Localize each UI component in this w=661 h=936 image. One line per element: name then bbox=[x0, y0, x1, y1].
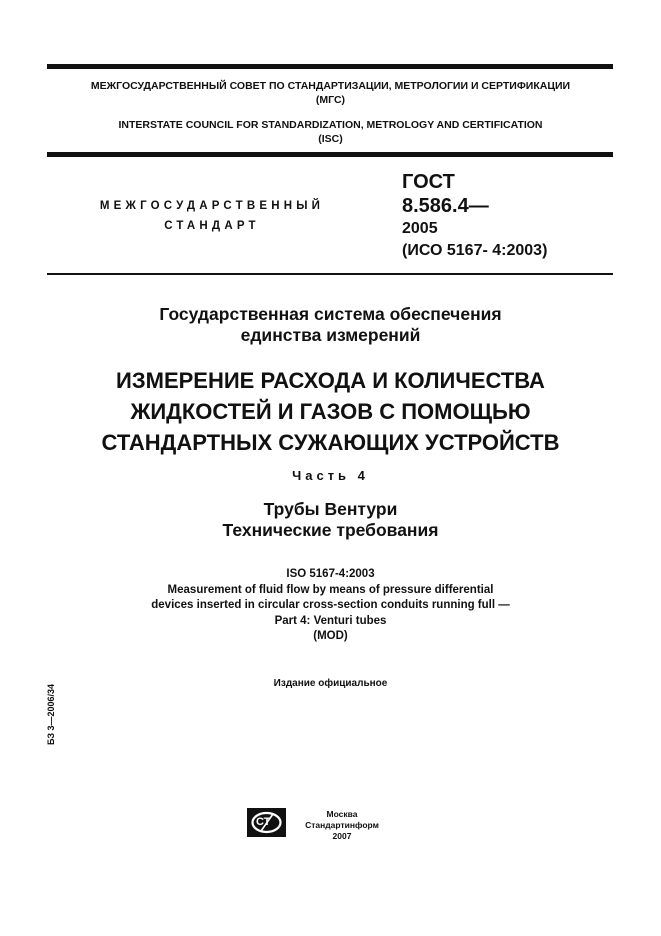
gost-number: 8.586.4— bbox=[402, 195, 489, 217]
standard-type-line2: СТАНДАРТ bbox=[164, 220, 260, 232]
part-title-line2: Технические требования bbox=[222, 520, 439, 540]
main-title-line3: СТАНДАРТНЫХ СУЖАЮЩИХ УСТРОЙСТВ bbox=[101, 430, 560, 455]
publisher-info bbox=[292, 809, 392, 842]
edition-label: Издание официальное bbox=[273, 678, 388, 689]
iso-line1: ISO 5167-4:2003 bbox=[286, 568, 375, 580]
publisher-name: Стандартинформ bbox=[305, 820, 379, 830]
system-title-line1: Государственная система обеспечения bbox=[159, 304, 502, 324]
top-rule bbox=[47, 64, 613, 69]
system-title-line2: единства измерений bbox=[240, 325, 421, 345]
publisher-logo bbox=[247, 808, 286, 837]
standard-type-line1: МЕЖГОСУДАРСТВЕННЫЙ bbox=[99, 200, 325, 212]
iso-line2: Measurement of fluid flow by means of pressure differential bbox=[167, 583, 494, 596]
council-en-line2: (ISC) bbox=[318, 133, 343, 145]
standard-type bbox=[82, 196, 342, 236]
main-title-line1: ИЗМЕРЕНИЕ РАСХОДА И КОЛИЧЕСТВА bbox=[116, 368, 545, 393]
main-title-line2: ЖИДКОСТЕЙ И ГАЗОВ С ПОМОЩЬЮ bbox=[130, 399, 531, 424]
publisher-logo-text: СТ bbox=[256, 816, 271, 828]
gost-designation bbox=[402, 170, 547, 262]
designation-rule bbox=[47, 273, 613, 275]
gost-iso-ref: (ИСО 5167- 4:2003) bbox=[402, 242, 548, 259]
side-note: БЗ 3—2006/34 bbox=[46, 683, 56, 745]
main-title bbox=[0, 365, 661, 458]
iso-line5: (MOD) bbox=[313, 630, 348, 642]
part-number: Часть 4 bbox=[292, 468, 369, 483]
gost-label: ГОСТ bbox=[402, 171, 455, 193]
council-ru bbox=[0, 79, 661, 107]
iso-line4: Part 4: Venturi tubes bbox=[274, 614, 387, 627]
part-title bbox=[0, 499, 661, 541]
council-en-line1: INTERSTATE COUNCIL FOR STANDARDIZATION, METROLOGY AND CERTIFICATION bbox=[118, 119, 543, 131]
council-ru-line1: МЕЖГОСУДАРСТВЕННЫЙ СОВЕТ ПО СТАНДАРТИЗАЦИИ, МЕТРОЛОГИИ И СЕРТИФИКАЦИИ bbox=[90, 80, 571, 92]
iso-block bbox=[0, 567, 661, 645]
publisher-city: Москва bbox=[326, 809, 358, 819]
council-ru-line2: (МГС) bbox=[315, 94, 346, 106]
gost-year: 2005 bbox=[402, 220, 438, 237]
part-title-line1: Трубы Вентури bbox=[263, 499, 398, 519]
iso-line3: devices inserted in circular cross-section conduits running full — bbox=[151, 599, 510, 611]
header-rule bbox=[47, 152, 613, 157]
system-title bbox=[0, 304, 661, 346]
council-en bbox=[0, 118, 661, 146]
publisher-year: 2007 bbox=[332, 831, 352, 841]
